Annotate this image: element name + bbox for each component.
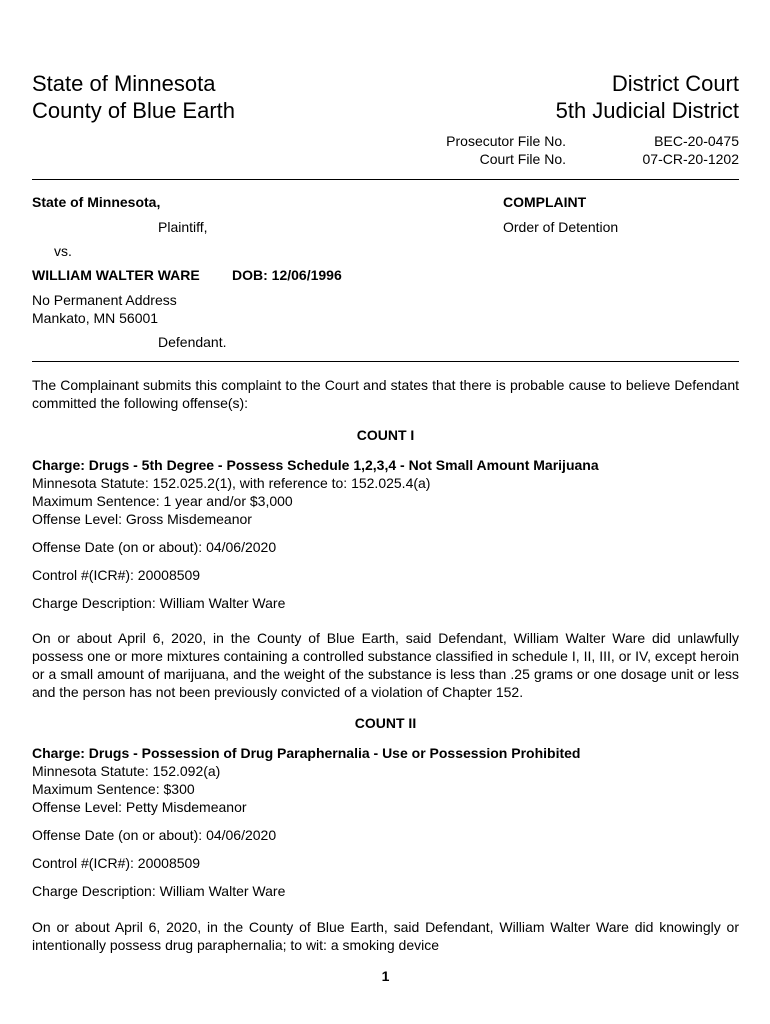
header-divider xyxy=(32,179,739,180)
count-details xyxy=(32,456,599,528)
statute-line: Minnesota Statute: 152.025.2(1), with reference to: 152.025.4(a) xyxy=(32,475,431,491)
charge-line: Charge: Drugs - 5th Degree - Possess Schedule 1,2,3,4 - Not Small Amount Marijuana xyxy=(32,457,599,473)
defendant-role: Defendant. xyxy=(158,334,227,350)
statute-line: Minnesota Statute: 152.092(a) xyxy=(32,763,221,779)
caption-divider xyxy=(32,361,739,362)
complaint-page xyxy=(32,0,739,1024)
count-heading: COUNT I xyxy=(356,427,415,443)
county-heading: County of Blue Earth xyxy=(32,98,236,123)
offense-date-line: Offense Date (on or about): 04/06/2020 xyxy=(32,827,277,843)
page-number: 1 xyxy=(381,968,390,984)
prosecutor-file-value: BEC-20-0475 xyxy=(654,133,739,149)
control-number-line: Control #(ICR#): 20008509 xyxy=(32,855,201,871)
control-number-line: Control #(ICR#): 20008509 xyxy=(32,567,201,583)
plaintiff-role: Plaintiff, xyxy=(158,219,208,235)
intro-paragraph: The Complainant submits this complaint to the Court and states that there is probable cause to believe Defendant committed the following offense(s): xyxy=(32,377,739,411)
court-file-label: Court File No. xyxy=(479,151,566,167)
count-details xyxy=(32,744,580,816)
prosecutor-file-label: Prosecutor File No. xyxy=(446,133,566,149)
offense-date-line: Offense Date (on or about): 04/06/2020 xyxy=(32,539,277,555)
count-heading: COUNT II xyxy=(354,715,417,731)
district-heading: 5th Judicial District xyxy=(555,98,739,123)
document-title: COMPLAINT xyxy=(503,194,587,210)
sentence-line: Maximum Sentence: 1 year and/or $3,000 xyxy=(32,493,293,509)
defendant-dob: DOB: 12/06/1996 xyxy=(232,267,342,283)
sentence-line: Maximum Sentence: $300 xyxy=(32,781,195,797)
charge-line: Charge: Drugs - Possession of Drug Paraphernalia - Use or Possession Prohibited xyxy=(32,745,581,761)
court-heading: District Court xyxy=(611,71,739,96)
count-narrative: On or about April 6, 2020, in the County of Blue Earth, said Defendant, William Walter Ware did unlawfully possess one or more mixtures containing a controlled substance classified in schedule I, II, III, or IV, except heroin or a small amount of marijuana, and the weight of the substance is less than .25 grams or one dosage unit or less and the person has not been previously convicted of a violation of Chapter 152. xyxy=(32,630,739,700)
address-line-1: No Permanent Address xyxy=(32,292,177,308)
offense-level-line: Offense Level: Gross Misdemeanor xyxy=(32,511,252,527)
versus-label: vs. xyxy=(54,243,72,259)
charge-description-line: Charge Description: William Walter Ware xyxy=(32,883,286,899)
state-heading: State of Minnesota xyxy=(32,71,216,96)
plaintiff-name: State of Minnesota, xyxy=(32,194,161,210)
charge-description-line: Charge Description: William Walter Ware xyxy=(32,595,286,611)
court-file-value: 07-CR-20-1202 xyxy=(642,151,739,167)
defendant-name: WILLIAM WALTER WARE xyxy=(32,267,200,283)
count-narrative: On or about April 6, 2020, in the County of Blue Earth, said Defendant, William Walter Ware did knowingly or intentionally possess drug paraphernalia; to wit: a smoking device xyxy=(32,919,739,953)
offense-level-line: Offense Level: Petty Misdemeanor xyxy=(32,799,247,815)
address-line-2: Mankato, MN 56001 xyxy=(32,310,159,326)
document-subtitle: Order of Detention xyxy=(503,219,619,235)
